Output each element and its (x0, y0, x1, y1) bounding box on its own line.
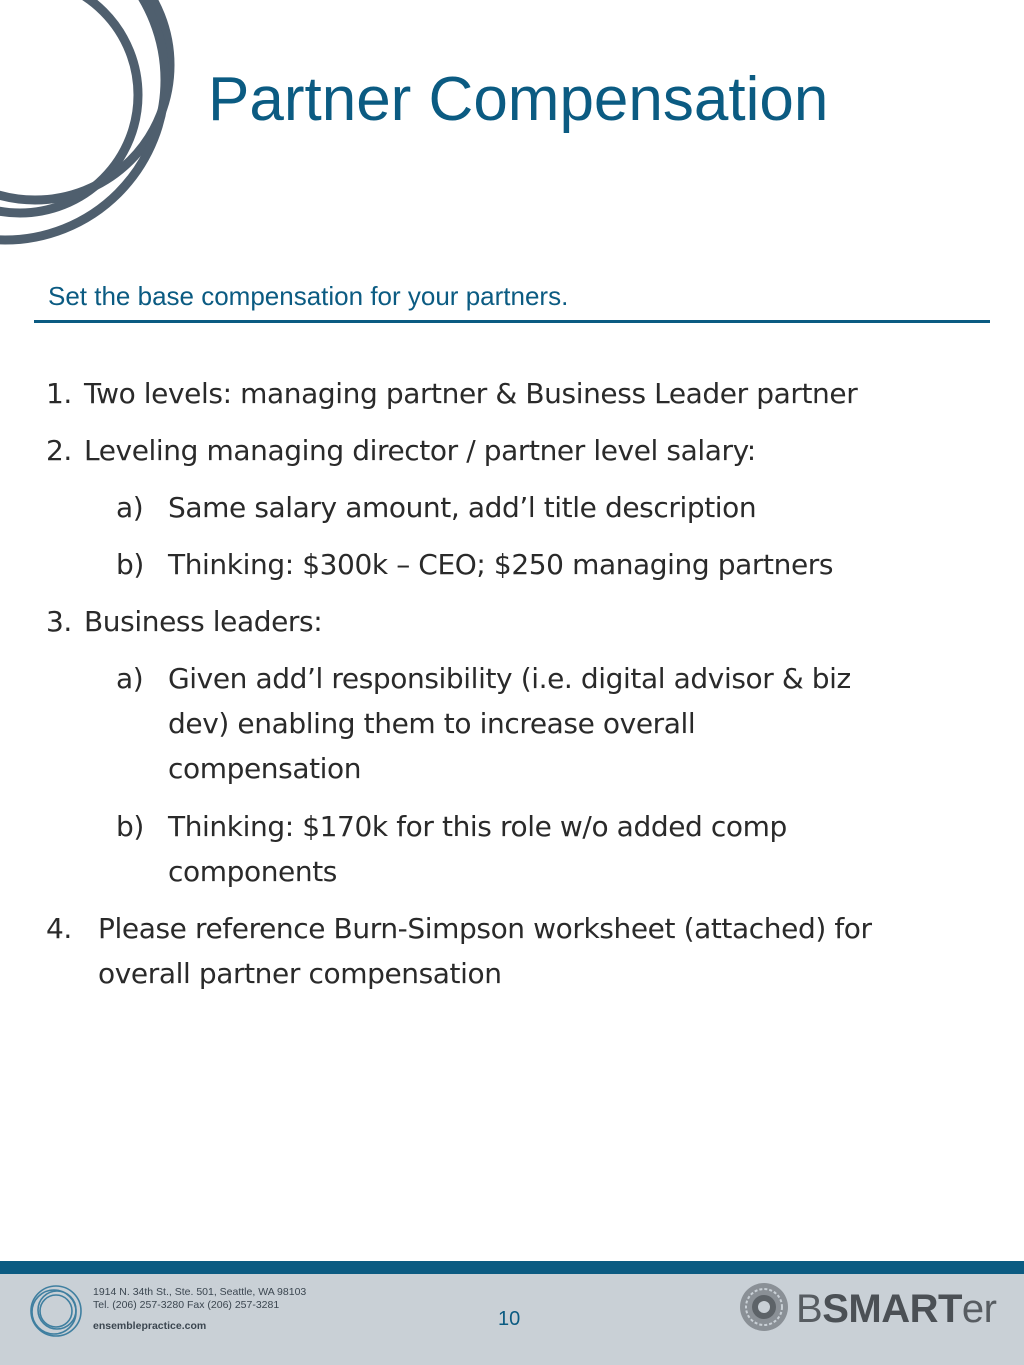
list-text-line: overall partner compensation (98, 957, 502, 990)
ensemble-rings-logo-icon (28, 1283, 84, 1339)
list-text: Same salary amount, add’l title description (168, 491, 757, 524)
list-number: 2. (46, 434, 72, 467)
website-link[interactable]: ensemblepractice.com (93, 1320, 207, 1332)
list-number: 1. (46, 377, 72, 410)
list-text: Leveling managing director / partner level salary: (84, 434, 756, 467)
page-number: 10 (498, 1308, 521, 1330)
title-divider (34, 320, 990, 323)
list-number: 4. (46, 912, 72, 945)
list-text: Thinking: $300k – CEO; $250 managing partners (168, 548, 834, 581)
phone-fax-line: Tel. (206) 257-3280 Fax (206) 257-3281 (93, 1299, 280, 1311)
list-text: Business leaders: (84, 605, 323, 638)
list-text-line: Thinking: $170k for this role w/o added comp (168, 810, 787, 843)
list-number: 3. (46, 605, 72, 638)
list-text-line: Given add’l responsibility (i.e. digital advisor & biz (168, 662, 851, 695)
list-letter: a) (116, 491, 144, 524)
corner-rings-decoration (0, 0, 200, 250)
slide-footer (0, 1274, 1024, 1365)
slide-subtitle: Set the base compensation for your partners. (48, 281, 569, 311)
list-text: Two levels: managing partner & Business Leader partner (84, 377, 858, 410)
bsmarter-wordmark: BSMARTer (796, 1287, 997, 1331)
list-text-line: dev) enabling them to increase overall (168, 707, 696, 740)
list-letter: b) (116, 548, 144, 581)
list-letter: b) (116, 810, 144, 843)
footer-address (93, 1286, 306, 1333)
slide-title: Partner Compensation (208, 65, 829, 134)
address-line: 1914 N. 34th St., Ste. 501, Seattle, WA 98103 (93, 1286, 307, 1298)
list-text-line: Please reference Burn-Simpson worksheet (attached) for (98, 912, 872, 945)
list-letter: a) (116, 662, 144, 695)
list-text-line: compensation (168, 752, 362, 785)
list-text-line: components (168, 855, 337, 888)
footer-accent-band (0, 1261, 1024, 1274)
bsmarter-logo (738, 1279, 1008, 1339)
bsmarter-swirl-icon (738, 1281, 790, 1333)
